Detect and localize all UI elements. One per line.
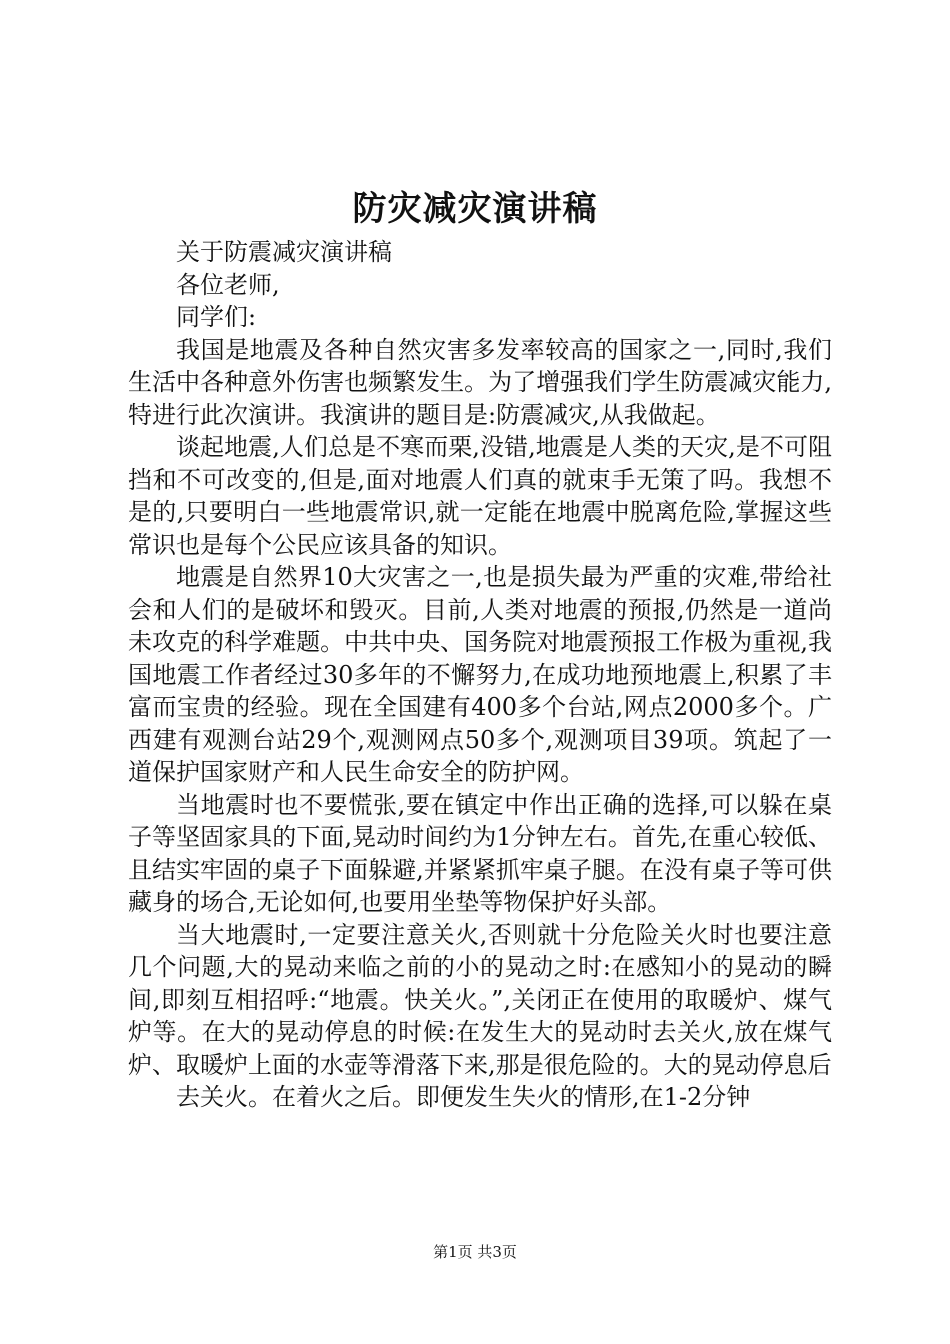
document-body <box>128 236 832 1114</box>
paragraph-body: 当大地震时,一定要注意关火,否则就十分危险关火时也要注意几个问题,大的晃动来临之前的小的晃动之时:在感知小的晃动的瞬间,即刻互相招呼:“地震。快关火。”,关闭正在使用的取暖炉、煤气炉等。在大的晃动停息的时候:在发生大的晃动时去关火,放在煤气炉、取暖炉上面的水壶等滑落下来,那是很危险的。大的晃动停息后 <box>128 920 832 1079</box>
paragraph-salutation-teachers: 各位老师, <box>176 270 280 299</box>
paragraph-salutation-students: 同学们: <box>176 303 257 331</box>
paragraph-body: 去关火。在着火之后。即便发生失火的情形,在1-2分钟 <box>176 1083 751 1111</box>
paragraph-body: 当地震时也不要慌张,要在镇定中作出正确的选择,可以躲在桌子等坚固家具的下面,晃动时间约为1分钟左右。首先,在重心较低、且结实牢固的桌子下面躲避,并紧紧抓牢桌子腿。在没有桌子等可供藏身的场合,无论如何,也要用坐垫等物保护好头部。 <box>128 790 832 916</box>
paragraph-body: 我国是地震及各种自然灾害多发率较高的国家之一,同时,我们生活中各种意外伤害也频繁发生。为了增强我们学生防震减灾能力,特进行此次演讲。我演讲的题目是:防震减灾,从我做起。 <box>128 335 832 429</box>
document-title: 防灾减灾演讲稿 <box>352 189 598 229</box>
page-number-footer: 第1页 共3页 <box>433 1243 517 1261</box>
paragraph-body: 地震是自然界10大灾害之一,也是损失最为严重的灾难,带给社会和人们的是破坏和毁灭。目前,人类对地震的预报,仍然是一道尚未攻克的科学难题。中共中央、国务院对地震预报工作极为重视,我国地震工作者经过30多年的不懈努力,在成功地预地震上,积累了丰富而宝贵的经验。现在全国建有400多个台站,网点2000多个。广西建有观测台站29个,观测网点50多个,观测项目39项。筑起了一道保护国家财产和人民生命安全的防护网。 <box>128 563 832 786</box>
paragraph-heading: 关于防震减灾演讲稿 <box>176 238 392 266</box>
paragraph-body: 谈起地震,人们总是不寒而栗,没错,地震是人类的天灾,是不可阻挡和不可改变的,但是,面对地震人们真的就束手无策了吗。我想不是的,只要明白一些地震常识,就一定能在地震中脱离危险,掌握这些常识也是每个公民应该具备的知识。 <box>128 433 832 559</box>
